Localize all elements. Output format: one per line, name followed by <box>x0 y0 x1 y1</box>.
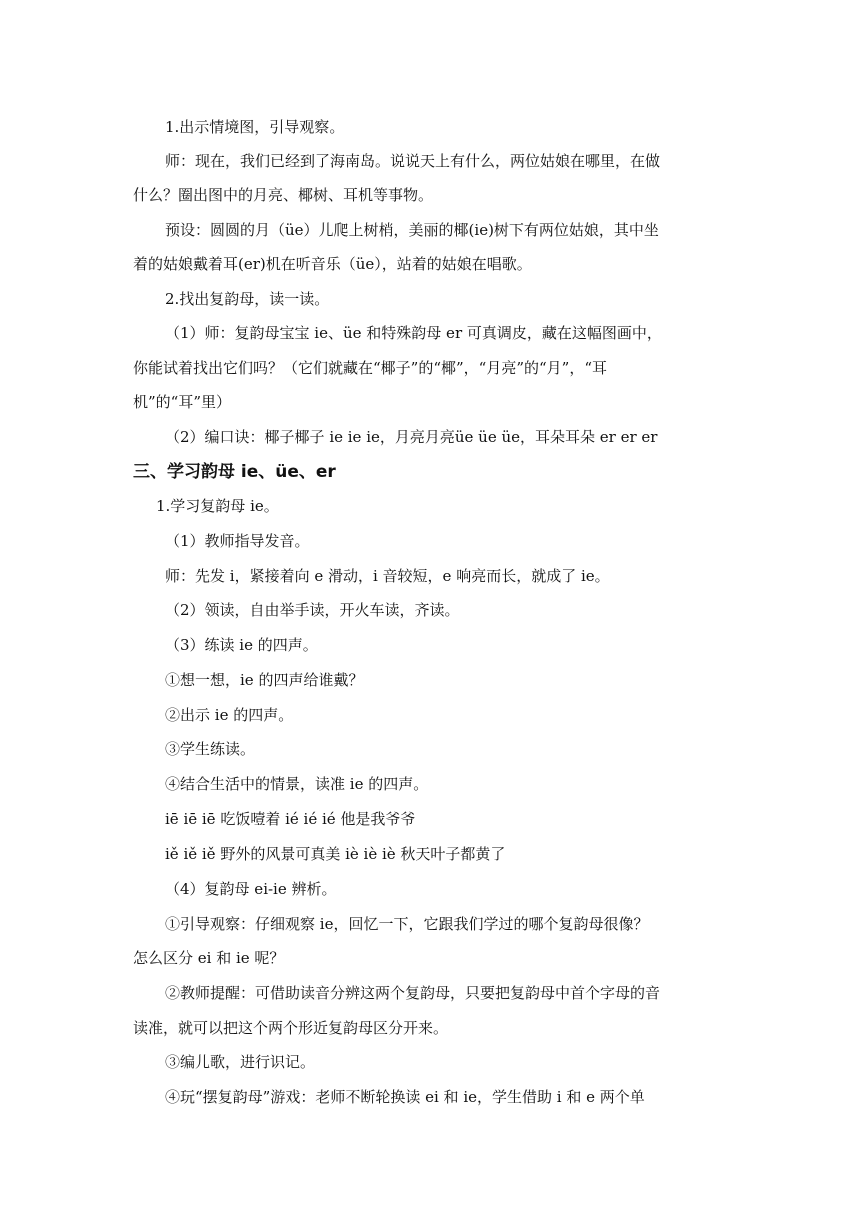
paragraph-line: 师：现在，我们已经到了海南岛。说说天上有什么，两位姑娘在哪里，在做 <box>165 152 661 170</box>
paragraph-line: ④玩“摆复韵母”游戏：老师不断轮换读 ei 和 ie，学生借助 i 和 e 两个单 <box>165 1088 645 1106</box>
pinyin-practice-line: iě iě iě 野外的风景可真美 iè iè iè 秋天叶子都黄了 <box>165 845 506 863</box>
paragraph-line: ③编儿歌，进行识记。 <box>165 1053 316 1071</box>
paragraph-line: ③学生练读。 <box>165 740 256 758</box>
paragraph-line: ②出示 ie 的四声。 <box>165 706 294 724</box>
paragraph-line: 1.学习复韵母 ie。 <box>156 497 279 515</box>
paragraph-line: ④结合生活中的情景，读准 ie 的四声。 <box>165 775 429 793</box>
paragraph-line: （1）教师指导发音。 <box>165 532 310 550</box>
paragraph-line: 1.出示情境图，引导观察。 <box>165 118 345 136</box>
paragraph-line: 怎么区分 ei 和 ie 呢？ <box>133 949 285 967</box>
paragraph-line: （4）复韵母 ei-ie 辨析。 <box>165 880 337 898</box>
paragraph-line: ①引导观察：仔细观察 ie，回忆一下，它跟我们学过的哪个复韵母很像？ <box>165 915 649 933</box>
pinyin-practice-line: iē iē iē 吃饭噎着 ié ié ié 他是我爷爷 <box>165 810 416 828</box>
section-heading: 三、学习韵母 ie、üe、er <box>133 462 336 482</box>
paragraph-line: 预设：圆圆的月（üe）儿爬上树梢，美丽的椰(ie)树下有两位姑娘，其中坐 <box>165 221 659 239</box>
paragraph-line: 什么？圈出图中的月亮、椰树、耳机等事物。 <box>133 186 434 204</box>
paragraph-line: 2.找出复韵母，读一读。 <box>165 290 330 308</box>
paragraph-line: 读准，就可以把这个两个形近复韵母区分开来。 <box>133 1019 449 1037</box>
paragraph-line: （3）练读 ie 的四声。 <box>165 636 318 654</box>
paragraph-line: 师：先发 i，紧接着向 e 滑动，i 音较短，e 响亮而长，就成了 ie。 <box>165 567 610 585</box>
paragraph-line: 你能试着找出它们吗？（它们就藏在“椰子”的“椰”，“月亮”的“月”，“耳 <box>133 359 608 377</box>
paragraph-line: ①想一想，ie 的四声给谁戴？ <box>165 671 364 689</box>
paragraph-line: （2）领读，自由举手读，开火车读，齐读。 <box>165 601 460 619</box>
paragraph-line: 机”的“耳”里） <box>133 393 232 411</box>
paragraph-line: ②教师提醒：可借助读音分辨这两个复韵母，只要把复韵母中首个字母的音 <box>165 984 661 1002</box>
paragraph-line: 着的姑娘戴着耳(er)机在听音乐（üe），站着的姑娘在唱歌。 <box>133 255 532 273</box>
paragraph-line: （1）师：复韵母宝宝 ie、üe 和特殊韵母 er 可真调皮，藏在这幅图画中， <box>165 324 662 342</box>
paragraph-line: （2）编口诀：椰子椰子 ie ie ie，月亮月亮üe üe üe，耳朵耳朵 er er er <box>165 428 658 446</box>
